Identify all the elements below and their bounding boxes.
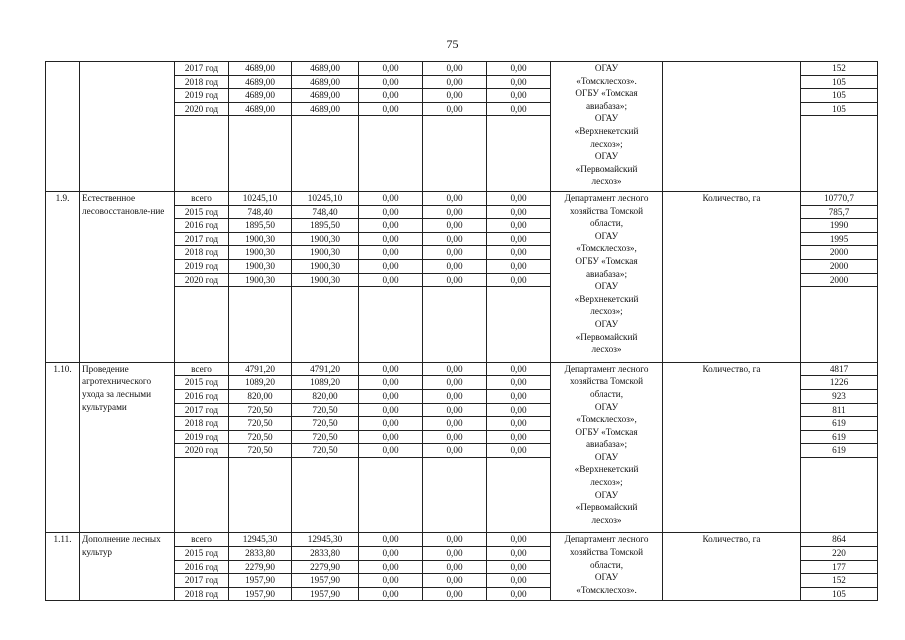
executor-line: ОГАУ	[594, 151, 619, 162]
budget-cell: 1900,30	[292, 259, 359, 273]
budget-cell: 1900,30	[292, 246, 359, 260]
budget-cell: 0,00	[359, 560, 423, 574]
total-cell: 2279,90	[229, 560, 292, 574]
budget-cell: 0,00	[487, 89, 551, 103]
result-cell: 811	[801, 403, 878, 417]
year-cell: 2015 год	[175, 205, 229, 219]
executor-line: ОГБУ «Томская	[575, 88, 638, 99]
budget-cell: 0,00	[423, 533, 487, 547]
budget-cell: 0,00	[487, 232, 551, 246]
year-cell: 2020 год	[175, 102, 229, 116]
executor-line: ОГАУ	[594, 318, 619, 329]
executor-line: «Верхнекетский	[574, 293, 639, 304]
budget-cell: 1900,30	[292, 232, 359, 246]
executor-line: ОГАУ	[594, 451, 619, 462]
budget-cell: 2833,80	[292, 547, 359, 561]
total-cell: 1900,30	[229, 232, 292, 246]
budget-cell: 0,00	[359, 75, 423, 89]
budget-cell: 820,00	[292, 389, 359, 403]
total-cell: 1900,30	[229, 273, 292, 287]
executor-line: авиабаза»;	[585, 268, 628, 279]
budget-cell: 0,00	[487, 62, 551, 76]
total-cell: 4689,00	[229, 62, 292, 76]
result-cell: 220	[801, 547, 878, 561]
budget-cell: 1900,30	[292, 273, 359, 287]
indicator-cell	[663, 62, 801, 192]
budget-cell: 0,00	[423, 232, 487, 246]
budget-cell: 748,40	[292, 205, 359, 219]
year-cell: 2016 год	[175, 219, 229, 233]
year-cell: 2018 год	[175, 417, 229, 431]
budget-cell: 0,00	[423, 246, 487, 260]
total-cell: 1895,50	[229, 219, 292, 233]
budget-cell: 0,00	[359, 232, 423, 246]
budget-cell: 0,00	[359, 259, 423, 273]
total-cell: 720,50	[229, 430, 292, 444]
budget-cell: 0,00	[487, 376, 551, 390]
executor-line: хозяйства Томской	[569, 376, 644, 387]
total-cell: 1900,30	[229, 259, 292, 273]
executor-line: хозяйства Томской	[569, 205, 644, 216]
budget-cell: 0,00	[423, 376, 487, 390]
budget-cell: 12945,30	[292, 533, 359, 547]
year-cell: 2020 год	[175, 444, 229, 458]
budget-cell: 0,00	[487, 389, 551, 403]
budget-cell: 720,50	[292, 444, 359, 458]
executor-line: лесхоз»;	[590, 306, 623, 317]
year-cell: 2018 год	[175, 75, 229, 89]
executor-line: ОГАУ	[594, 63, 619, 73]
result-cell: 152	[801, 574, 878, 588]
result-cell: 619	[801, 417, 878, 431]
activity-number	[46, 62, 80, 192]
result-cell: 177	[801, 560, 878, 574]
result-cell: 785,7	[801, 205, 878, 219]
budget-cell: 0,00	[359, 430, 423, 444]
executor-line: ОГАУ	[594, 113, 619, 124]
total-cell: 720,50	[229, 403, 292, 417]
budget-cell: 0,00	[359, 533, 423, 547]
budget-cell: 0,00	[359, 219, 423, 233]
budget-cell: 0,00	[487, 533, 551, 547]
total-cell: 4791,20	[229, 362, 292, 376]
year-cell: 2018 год	[175, 246, 229, 260]
executor-line: хозяйства Томской	[569, 547, 644, 558]
activity-name: Проведение агротехнического ухода за лесными культурами	[80, 362, 175, 533]
budget-cell: 0,00	[487, 403, 551, 417]
budget-cell: 0,00	[423, 417, 487, 431]
year-cell: всего	[175, 362, 229, 376]
budget-cell: 0,00	[423, 362, 487, 376]
executor-line: «Первомайский	[575, 163, 638, 174]
executor-line: ОГАУ	[594, 230, 619, 241]
year-cell: 2015 год	[175, 547, 229, 561]
total-cell: 4689,00	[229, 102, 292, 116]
indicator-cell: Количество, га	[663, 191, 801, 362]
result-cell: 619	[801, 444, 878, 458]
result-cell: 105	[801, 89, 878, 103]
budget-cell: 1957,90	[292, 587, 359, 601]
total-cell: 12945,30	[229, 533, 292, 547]
year-cell: 2015 год	[175, 376, 229, 390]
executor-line: «Верхнекетский	[574, 125, 639, 136]
budget-cell: 0,00	[423, 430, 487, 444]
budget-cell: 0,00	[423, 587, 487, 601]
budget-cell: 0,00	[487, 560, 551, 574]
executor-line: «Первомайский	[575, 331, 638, 342]
year-cell: 2016 год	[175, 389, 229, 403]
budget-cell: 0,00	[423, 89, 487, 103]
indicator-cell: Количество, га	[663, 533, 801, 601]
executor-line: авиабаза»;	[585, 439, 628, 450]
year-cell: всего	[175, 533, 229, 547]
budget-cell: 0,00	[359, 102, 423, 116]
activity-name: Дополнение лесных культур	[80, 533, 175, 601]
executor-line: ОГБУ «Томская	[575, 426, 638, 437]
budget-cell: 1957,90	[292, 574, 359, 588]
total-cell: 1957,90	[229, 587, 292, 601]
budget-cell: 0,00	[359, 191, 423, 205]
executor-cell	[551, 191, 663, 362]
executor-line: лесхоз»;	[590, 477, 623, 488]
budget-cell: 0,00	[423, 574, 487, 588]
executor-line: области,	[589, 218, 623, 229]
result-cell: 2000	[801, 273, 878, 287]
result-cell: 1226	[801, 376, 878, 390]
budget-cell: 4791,20	[292, 362, 359, 376]
executor-line: Департамент лесного	[564, 534, 649, 545]
year-cell: 2017 год	[175, 574, 229, 588]
budget-cell: 0,00	[487, 205, 551, 219]
year-cell: всего	[175, 191, 229, 205]
result-cell: 1990	[801, 219, 878, 233]
table-row	[46, 62, 878, 76]
table-row	[46, 191, 878, 205]
executor-line: «Первомайский	[575, 502, 638, 513]
activity-name	[80, 62, 175, 192]
budget-cell: 4689,00	[292, 62, 359, 76]
budget-cell: 4689,00	[292, 102, 359, 116]
executor-line: ОГАУ	[594, 281, 619, 292]
result-cell: 4817	[801, 362, 878, 376]
total-cell: 2833,80	[229, 547, 292, 561]
budget-cell: 0,00	[423, 560, 487, 574]
executor-line: «Томсклесхоз».	[576, 75, 637, 86]
budget-cell: 0,00	[359, 376, 423, 390]
budget-cell: 0,00	[487, 547, 551, 561]
result-cell: 10770,7	[801, 191, 878, 205]
budget-cell: 720,50	[292, 430, 359, 444]
budget-cell: 0,00	[423, 273, 487, 287]
budget-cell: 0,00	[359, 362, 423, 376]
budget-cell: 0,00	[359, 417, 423, 431]
year-cell: 2019 год	[175, 259, 229, 273]
budget-cell: 1089,20	[292, 376, 359, 390]
executor-cell	[551, 62, 663, 192]
budget-cell: 0,00	[487, 574, 551, 588]
result-cell: 105	[801, 587, 878, 601]
budget-cell: 0,00	[487, 273, 551, 287]
budget-cell: 0,00	[359, 547, 423, 561]
budget-cell: 720,50	[292, 403, 359, 417]
year-cell: 2017 год	[175, 403, 229, 417]
total-cell: 720,50	[229, 444, 292, 458]
executor-line: лесхоз»	[591, 176, 622, 187]
activity-number: 1.9.	[46, 191, 80, 362]
budget-cell: 0,00	[487, 417, 551, 431]
executor-line: «Томсклесхоз».	[576, 584, 637, 595]
result-cell: 1995	[801, 232, 878, 246]
total-cell: 1957,90	[229, 574, 292, 588]
result-cell: 2000	[801, 246, 878, 260]
activity-number: 1.11.	[46, 533, 80, 601]
executor-line: ОГАУ	[594, 572, 619, 583]
budget-cell: 0,00	[359, 587, 423, 601]
program-activities-table	[45, 61, 878, 601]
budget-cell: 4689,00	[292, 75, 359, 89]
budget-cell: 0,00	[487, 219, 551, 233]
budget-cell: 0,00	[359, 273, 423, 287]
budget-cell: 0,00	[423, 191, 487, 205]
total-cell: 1089,20	[229, 376, 292, 390]
budget-cell: 0,00	[359, 62, 423, 76]
budget-cell: 0,00	[487, 362, 551, 376]
budget-cell: 720,50	[292, 417, 359, 431]
executor-line: «Верхнекетский	[574, 464, 639, 475]
year-cell: 2017 год	[175, 62, 229, 76]
budget-cell: 0,00	[359, 389, 423, 403]
result-cell: 619	[801, 430, 878, 444]
total-cell: 4689,00	[229, 89, 292, 103]
total-cell: 748,40	[229, 205, 292, 219]
executor-line: ОГАУ	[594, 489, 619, 500]
budget-cell: 0,00	[359, 89, 423, 103]
total-cell: 720,50	[229, 417, 292, 431]
budget-cell: 0,00	[359, 574, 423, 588]
budget-cell: 0,00	[359, 444, 423, 458]
budget-cell: 0,00	[359, 246, 423, 260]
budget-cell: 0,00	[487, 246, 551, 260]
budget-cell: 0,00	[359, 205, 423, 219]
executor-line: ОГБУ «Томская	[575, 255, 638, 266]
activity-number: 1.10.	[46, 362, 80, 533]
executor-line: «Томсклесхоз»,	[576, 414, 637, 425]
table-row	[46, 362, 878, 376]
budget-cell: 4689,00	[292, 89, 359, 103]
executor-line: Департамент лесного	[564, 363, 649, 374]
budget-cell: 0,00	[423, 259, 487, 273]
result-cell: 923	[801, 389, 878, 403]
budget-cell: 0,00	[487, 259, 551, 273]
indicator-cell: Количество, га	[663, 362, 801, 533]
total-cell: 1900,30	[229, 246, 292, 260]
budget-cell: 0,00	[423, 219, 487, 233]
result-cell: 864	[801, 533, 878, 547]
budget-cell: 0,00	[423, 62, 487, 76]
year-cell: 2019 год	[175, 89, 229, 103]
total-cell: 4689,00	[229, 75, 292, 89]
year-cell: 2020 год	[175, 273, 229, 287]
budget-cell: 0,00	[487, 102, 551, 116]
table-row	[46, 533, 878, 547]
budget-cell: 0,00	[423, 403, 487, 417]
executor-cell	[551, 362, 663, 533]
executor-line: области,	[589, 559, 623, 570]
result-cell: 105	[801, 75, 878, 89]
result-cell: 152	[801, 62, 878, 76]
executor-line: «Томсклесхоз»,	[576, 243, 637, 254]
executor-line: авиабаза»;	[585, 100, 628, 111]
year-cell: 2016 год	[175, 560, 229, 574]
year-cell: 2018 год	[175, 587, 229, 601]
year-cell: 2017 год	[175, 232, 229, 246]
budget-cell: 0,00	[487, 191, 551, 205]
executor-line: лесхоз»	[591, 514, 622, 525]
result-cell: 105	[801, 102, 878, 116]
executor-line: лесхоз»	[591, 344, 622, 355]
page-number: 75	[446, 37, 459, 51]
budget-cell: 0,00	[487, 444, 551, 458]
result-cell: 2000	[801, 259, 878, 273]
executor-line: ОГАУ	[594, 401, 619, 412]
budget-cell: 0,00	[423, 444, 487, 458]
executor-line: лесхоз»;	[590, 138, 623, 149]
budget-cell: 0,00	[423, 75, 487, 89]
budget-cell: 0,00	[423, 205, 487, 219]
budget-cell: 2279,90	[292, 560, 359, 574]
budget-cell: 0,00	[359, 403, 423, 417]
total-cell: 820,00	[229, 389, 292, 403]
budget-cell: 1895,50	[292, 219, 359, 233]
budget-cell: 0,00	[423, 389, 487, 403]
budget-cell: 0,00	[487, 587, 551, 601]
total-cell: 10245,10	[229, 191, 292, 205]
budget-cell: 0,00	[487, 430, 551, 444]
executor-line: Департамент лесного	[564, 192, 649, 203]
budget-cell: 0,00	[487, 75, 551, 89]
executor-line: области,	[589, 388, 623, 399]
budget-cell: 0,00	[423, 547, 487, 561]
year-cell: 2019 год	[175, 430, 229, 444]
budget-cell: 0,00	[423, 102, 487, 116]
executor-cell	[551, 533, 663, 601]
activity-name: Естественное лесовосстановле-ние	[80, 191, 175, 362]
budget-cell: 10245,10	[292, 191, 359, 205]
